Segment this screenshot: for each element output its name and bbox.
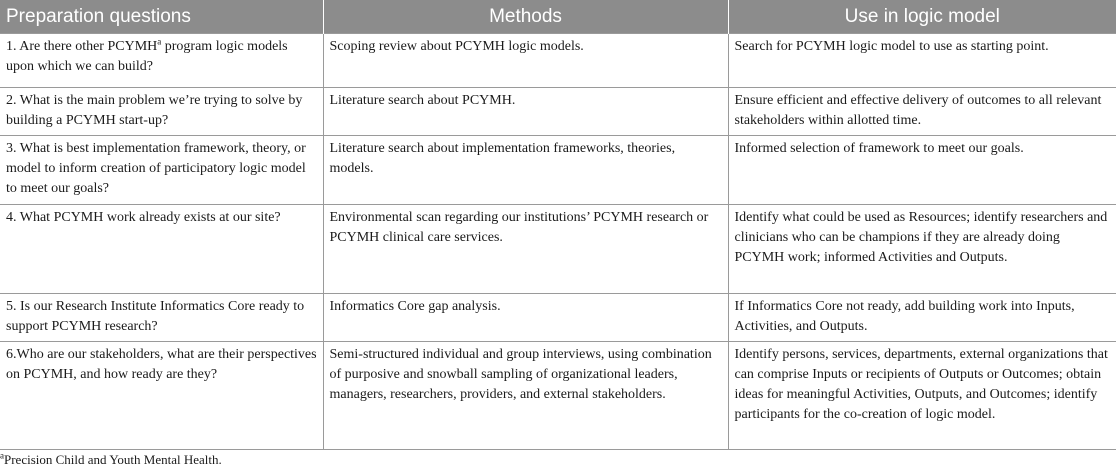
- use-cell: Informed selection of framework to meet our goals.: [728, 136, 1116, 205]
- header-use-in-logic-model: Use in logic model: [728, 0, 1116, 34]
- question-text-end: program logic models upon which we can build?: [6, 39, 288, 74]
- question-cell: [0, 34, 323, 88]
- table-row: [0, 136, 1116, 205]
- table-row: [0, 294, 1116, 342]
- question-cell: 5. Is our Research Institute Informatics Core ready to support PCYMH research?: [0, 294, 323, 342]
- use-cell: Search for PCYMH logic model to use as starting point.: [728, 34, 1116, 88]
- header-preparation-questions: Preparation questions: [0, 0, 323, 34]
- footnote-marker: a: [0, 450, 4, 461]
- method-cell: Environmental scan regarding our institutions’ PCYMH research or PCYMH clinical care services.: [323, 205, 728, 294]
- use-cell: Identify what could be used as Resources; identify researchers and clinicians who can be champions if they are already doing PCYMH work; informed Activities and Outputs.: [728, 205, 1116, 294]
- method-cell: Scoping review about PCYMH logic models.: [323, 34, 728, 88]
- method-cell: Informatics Core gap analysis.: [323, 294, 728, 342]
- method-cell: Semi-structured individual and group interviews, using combination of purposive and snowball sampling of organizational leaders, managers, researchers, providers, and external stakeholders.: [323, 342, 728, 450]
- table-row: [0, 88, 1116, 136]
- header-methods: Methods: [323, 0, 728, 34]
- table-row: [0, 342, 1116, 450]
- table-row: [0, 205, 1116, 294]
- question-text-start: 1. Are there other PCYMH: [6, 39, 158, 54]
- footnote-text: Precision Child and Youth Mental Health.: [4, 452, 222, 467]
- use-cell: If Informatics Core not ready, add building work into Inputs, Activities, and Outputs.: [728, 294, 1116, 342]
- question-cell: 2. What is the main problem we’re trying to solve by building a PCYMH start-up?: [0, 88, 323, 136]
- use-cell: Identify persons, services, departments, external organizations that can comprise Inputs or recipients of Outputs or Outcomes; obtain ideas for meaningful Activities, Outputs, and Outcomes; identify participants for the co-creation of logic model.: [728, 342, 1116, 450]
- use-cell: Ensure efficient and effective delivery of outcomes to all relevant stakeholders within allotted time.: [728, 88, 1116, 136]
- table-footnote: [0, 452, 222, 468]
- question-cell: 4. What PCYMH work already exists at our site?: [0, 205, 323, 294]
- question-cell: 6.Who are our stakeholders, what are their perspectives on PCYMH, and how ready are they?: [0, 342, 323, 450]
- table-header-row: [0, 0, 1116, 34]
- method-cell: Literature search about implementation frameworks, theories, models.: [323, 136, 728, 205]
- method-cell: Literature search about PCYMH.: [323, 88, 728, 136]
- table-row: [0, 34, 1116, 88]
- footnote-marker: a: [157, 36, 162, 47]
- question-cell: 3. What is best implementation framework, theory, or model to inform creation of participatory logic model to meet our goals?: [0, 136, 323, 205]
